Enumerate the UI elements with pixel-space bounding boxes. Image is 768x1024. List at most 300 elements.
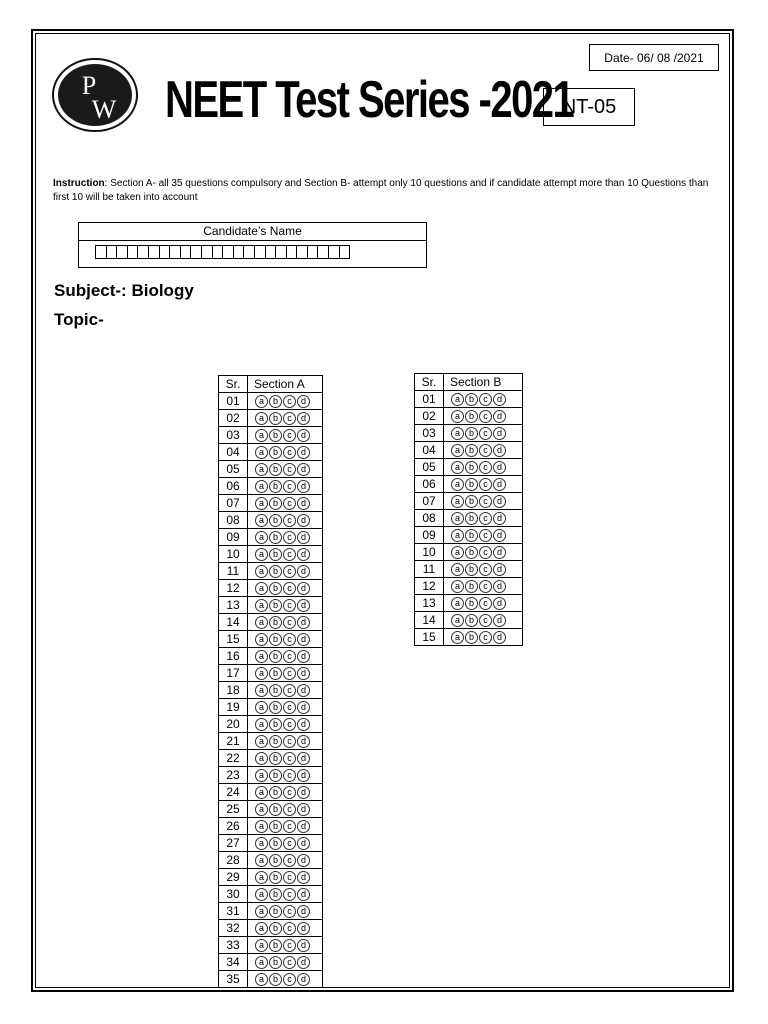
- answer-options: [248, 597, 323, 614]
- option-bubble-b[interactable]: b: [269, 650, 282, 663]
- option-bubble-b[interactable]: b: [269, 497, 282, 510]
- option-bubble-d[interactable]: d: [297, 395, 310, 408]
- option-bubble-a[interactable]: a: [255, 701, 268, 714]
- option-bubble-c[interactable]: c: [283, 803, 296, 816]
- option-bubble-c[interactable]: c: [283, 599, 296, 612]
- answer-row: [219, 495, 323, 512]
- answer-row: [219, 750, 323, 767]
- option-bubble-d[interactable]: d: [297, 497, 310, 510]
- answer-options: [248, 461, 323, 478]
- option-bubble-c[interactable]: c: [479, 614, 492, 627]
- answer-options: [248, 920, 323, 937]
- option-bubble-a[interactable]: a: [451, 597, 464, 610]
- question-number: 05: [219, 461, 248, 478]
- option-bubble-c[interactable]: c: [479, 631, 492, 644]
- option-bubble-c[interactable]: c: [283, 514, 296, 527]
- option-bubble-d[interactable]: d: [297, 582, 310, 595]
- question-number: 08: [415, 510, 444, 527]
- option-bubble-b[interactable]: b: [465, 614, 478, 627]
- answer-options: [444, 544, 523, 561]
- option-bubble-a[interactable]: a: [451, 580, 464, 593]
- answer-row: [219, 869, 323, 886]
- option-bubble-d[interactable]: d: [493, 580, 506, 593]
- option-bubble-b[interactable]: b: [269, 922, 282, 935]
- option-bubble-d[interactable]: d: [297, 599, 310, 612]
- option-bubble-b[interactable]: b: [269, 412, 282, 425]
- option-bubble-a[interactable]: a: [451, 631, 464, 644]
- question-number: 13: [415, 595, 444, 612]
- option-bubble-a[interactable]: a: [451, 461, 464, 474]
- option-bubble-d[interactable]: d: [297, 905, 310, 918]
- option-bubble-b[interactable]: b: [269, 769, 282, 782]
- option-bubble-b[interactable]: b: [269, 735, 282, 748]
- option-bubble-a[interactable]: a: [255, 905, 268, 918]
- option-bubble-c[interactable]: c: [283, 548, 296, 561]
- option-bubble-d[interactable]: d: [297, 701, 310, 714]
- option-bubble-b[interactable]: b: [269, 752, 282, 765]
- option-bubble-c[interactable]: c: [283, 786, 296, 799]
- option-bubble-d[interactable]: d: [297, 633, 310, 646]
- answer-row: [415, 629, 523, 646]
- option-bubble-b[interactable]: b: [465, 529, 478, 542]
- option-bubble-c[interactable]: c: [283, 888, 296, 901]
- option-bubble-b[interactable]: b: [465, 427, 478, 440]
- answer-options: [248, 835, 323, 852]
- option-bubble-a[interactable]: a: [451, 410, 464, 423]
- answer-row: [219, 529, 323, 546]
- option-bubble-b[interactable]: b: [269, 463, 282, 476]
- option-bubble-a[interactable]: a: [255, 939, 268, 952]
- option-bubble-b[interactable]: b: [269, 684, 282, 697]
- answer-options: [248, 733, 323, 750]
- option-bubble-c[interactable]: c: [283, 939, 296, 952]
- option-bubble-c[interactable]: c: [283, 752, 296, 765]
- option-bubble-c[interactable]: c: [283, 633, 296, 646]
- option-bubble-a[interactable]: a: [451, 427, 464, 440]
- option-bubble-b[interactable]: b: [269, 854, 282, 867]
- subject-label: Subject-: Biology: [54, 281, 194, 300]
- option-bubble-a[interactable]: a: [255, 718, 268, 731]
- option-bubble-a[interactable]: a: [255, 820, 268, 833]
- option-bubble-d[interactable]: d: [493, 461, 506, 474]
- answer-row: [219, 427, 323, 444]
- option-bubble-a[interactable]: a: [451, 512, 464, 525]
- option-bubble-c[interactable]: c: [283, 395, 296, 408]
- option-bubble-a[interactable]: a: [255, 667, 268, 680]
- option-bubble-b[interactable]: b: [269, 820, 282, 833]
- question-number: 15: [219, 631, 248, 648]
- option-bubble-c[interactable]: c: [283, 446, 296, 459]
- answer-options: [248, 682, 323, 699]
- option-bubble-d[interactable]: d: [297, 837, 310, 850]
- option-bubble-d[interactable]: d: [493, 597, 506, 610]
- answer-options: [248, 410, 323, 427]
- option-bubble-d[interactable]: d: [493, 495, 506, 508]
- candidate-name-cell[interactable]: [339, 245, 351, 259]
- question-number: 04: [219, 444, 248, 461]
- option-bubble-d[interactable]: d: [297, 803, 310, 816]
- option-bubble-c[interactable]: c: [283, 922, 296, 935]
- option-bubble-a[interactable]: a: [255, 463, 268, 476]
- option-bubble-b[interactable]: b: [269, 905, 282, 918]
- option-bubble-b[interactable]: b: [465, 512, 478, 525]
- option-bubble-d[interactable]: d: [297, 667, 310, 680]
- option-bubble-d[interactable]: d: [493, 410, 506, 423]
- option-bubble-a[interactable]: a: [255, 854, 268, 867]
- option-bubble-a[interactable]: a: [451, 495, 464, 508]
- answer-options: [444, 493, 523, 510]
- option-bubble-c[interactable]: c: [479, 495, 492, 508]
- option-bubble-b[interactable]: b: [269, 973, 282, 986]
- answer-row: [415, 408, 523, 425]
- option-bubble-b[interactable]: b: [269, 514, 282, 527]
- option-bubble-c[interactable]: c: [283, 650, 296, 663]
- option-bubble-c[interactable]: c: [283, 497, 296, 510]
- option-bubble-a[interactable]: a: [451, 393, 464, 406]
- option-bubble-c[interactable]: c: [479, 427, 492, 440]
- answer-row: [219, 682, 323, 699]
- answer-options: [248, 954, 323, 971]
- option-bubble-d[interactable]: d: [297, 531, 310, 544]
- option-bubble-d[interactable]: d: [297, 956, 310, 969]
- option-bubble-a[interactable]: a: [255, 531, 268, 544]
- question-number: 33: [219, 937, 248, 954]
- question-number: 09: [415, 527, 444, 544]
- option-bubble-b[interactable]: b: [269, 803, 282, 816]
- option-bubble-c[interactable]: c: [283, 973, 296, 986]
- answer-row: [415, 442, 523, 459]
- answer-row: [415, 612, 523, 629]
- option-bubble-d[interactable]: d: [297, 684, 310, 697]
- option-bubble-a[interactable]: a: [255, 565, 268, 578]
- option-bubble-c[interactable]: c: [283, 463, 296, 476]
- option-bubble-b[interactable]: b: [465, 563, 478, 576]
- option-bubble-b[interactable]: b: [465, 461, 478, 474]
- answer-options: [444, 629, 523, 646]
- answer-options: [444, 459, 523, 476]
- answer-options: [248, 784, 323, 801]
- option-bubble-c[interactable]: c: [479, 393, 492, 406]
- option-bubble-b[interactable]: b: [465, 631, 478, 644]
- answer-options: [248, 886, 323, 903]
- answer-options: [248, 903, 323, 920]
- candidate-name-cells: [96, 245, 350, 259]
- option-bubble-c[interactable]: c: [283, 701, 296, 714]
- option-bubble-b[interactable]: b: [465, 393, 478, 406]
- option-bubble-d[interactable]: d: [493, 631, 506, 644]
- option-bubble-b[interactable]: b: [269, 480, 282, 493]
- option-bubble-a[interactable]: a: [255, 497, 268, 510]
- question-number: 31: [219, 903, 248, 920]
- option-bubble-a[interactable]: a: [255, 446, 268, 459]
- option-bubble-d[interactable]: d: [297, 616, 310, 629]
- option-bubble-a[interactable]: a: [255, 735, 268, 748]
- option-bubble-a[interactable]: a: [255, 514, 268, 527]
- option-bubble-a[interactable]: a: [451, 546, 464, 559]
- option-bubble-d[interactable]: d: [297, 786, 310, 799]
- option-bubble-a[interactable]: a: [451, 444, 464, 457]
- option-bubble-a[interactable]: a: [255, 633, 268, 646]
- question-number: 07: [415, 493, 444, 510]
- section-b-header: Section B: [444, 374, 523, 391]
- option-bubble-d[interactable]: d: [297, 412, 310, 425]
- answer-row: [219, 954, 323, 971]
- answer-row: [219, 597, 323, 614]
- option-bubble-c[interactable]: c: [283, 735, 296, 748]
- option-bubble-a[interactable]: a: [255, 599, 268, 612]
- option-bubble-c[interactable]: c: [283, 871, 296, 884]
- option-bubble-b[interactable]: b: [269, 633, 282, 646]
- option-bubble-b[interactable]: b: [269, 718, 282, 731]
- instruction-text: [53, 177, 713, 205]
- option-bubble-b[interactable]: b: [269, 616, 282, 629]
- option-bubble-b[interactable]: b: [465, 495, 478, 508]
- option-bubble-a[interactable]: a: [451, 614, 464, 627]
- answer-row: [219, 886, 323, 903]
- option-bubble-a[interactable]: a: [255, 684, 268, 697]
- answer-row: [415, 425, 523, 442]
- question-number: 23: [219, 767, 248, 784]
- option-bubble-c[interactable]: c: [283, 718, 296, 731]
- option-bubble-d[interactable]: d: [493, 427, 506, 440]
- option-bubble-a[interactable]: a: [255, 616, 268, 629]
- option-bubble-d[interactable]: d: [297, 463, 310, 476]
- option-bubble-a[interactable]: a: [255, 582, 268, 595]
- option-bubble-c[interactable]: c: [283, 531, 296, 544]
- option-bubble-c[interactable]: c: [283, 616, 296, 629]
- option-bubble-c[interactable]: c: [283, 956, 296, 969]
- question-number: 01: [415, 391, 444, 408]
- answer-row: [219, 546, 323, 563]
- option-bubble-c[interactable]: c: [479, 444, 492, 457]
- option-bubble-c[interactable]: c: [479, 478, 492, 491]
- option-bubble-d[interactable]: d: [493, 393, 506, 406]
- option-bubble-c[interactable]: c: [479, 563, 492, 576]
- date-box: [589, 44, 719, 71]
- option-bubble-d[interactable]: d: [297, 480, 310, 493]
- option-bubble-b[interactable]: b: [465, 546, 478, 559]
- option-bubble-a[interactable]: a: [255, 786, 268, 799]
- question-number: 17: [219, 665, 248, 682]
- question-number: 32: [219, 920, 248, 937]
- answer-row: [219, 767, 323, 784]
- answer-options: [248, 716, 323, 733]
- option-bubble-c[interactable]: c: [283, 565, 296, 578]
- option-bubble-d[interactable]: d: [297, 973, 310, 986]
- option-bubble-d[interactable]: d: [297, 854, 310, 867]
- option-bubble-b[interactable]: b: [269, 429, 282, 442]
- option-bubble-d[interactable]: d: [297, 718, 310, 731]
- option-bubble-d[interactable]: d: [493, 563, 506, 576]
- option-bubble-a[interactable]: a: [451, 478, 464, 491]
- answer-options: [444, 476, 523, 493]
- option-bubble-b[interactable]: b: [465, 478, 478, 491]
- option-bubble-d[interactable]: d: [493, 512, 506, 525]
- answer-options: [248, 648, 323, 665]
- option-bubble-d[interactable]: d: [297, 514, 310, 527]
- option-bubble-c[interactable]: c: [283, 480, 296, 493]
- question-number: 09: [219, 529, 248, 546]
- option-bubble-d[interactable]: d: [297, 650, 310, 663]
- answer-row: [219, 784, 323, 801]
- option-bubble-d[interactable]: d: [493, 529, 506, 542]
- option-bubble-c[interactable]: c: [283, 412, 296, 425]
- answer-options: [248, 631, 323, 648]
- option-bubble-b[interactable]: b: [269, 939, 282, 952]
- answer-options: [248, 818, 323, 835]
- svg-text:P: P: [81, 71, 97, 100]
- question-number: 28: [219, 852, 248, 869]
- option-bubble-a[interactable]: a: [255, 412, 268, 425]
- option-bubble-a[interactable]: a: [255, 395, 268, 408]
- answer-options: [248, 478, 323, 495]
- option-bubble-c[interactable]: c: [479, 597, 492, 610]
- option-bubble-d[interactable]: d: [297, 752, 310, 765]
- option-bubble-b[interactable]: b: [269, 888, 282, 901]
- option-bubble-a[interactable]: a: [255, 752, 268, 765]
- option-bubble-a[interactable]: a: [255, 803, 268, 816]
- option-bubble-b[interactable]: b: [269, 701, 282, 714]
- option-bubble-b[interactable]: b: [269, 956, 282, 969]
- option-bubble-a[interactable]: a: [255, 429, 268, 442]
- answer-row: [219, 478, 323, 495]
- option-bubble-b[interactable]: b: [465, 444, 478, 457]
- answer-options: [248, 801, 323, 818]
- option-bubble-c[interactable]: c: [283, 684, 296, 697]
- answer-row: [219, 716, 323, 733]
- option-bubble-d[interactable]: d: [493, 546, 506, 559]
- option-bubble-a[interactable]: a: [255, 650, 268, 663]
- option-bubble-b[interactable]: b: [269, 548, 282, 561]
- answer-row: [219, 937, 323, 954]
- option-bubble-a[interactable]: a: [255, 973, 268, 986]
- option-bubble-b[interactable]: b: [269, 786, 282, 799]
- answer-row: [415, 493, 523, 510]
- option-bubble-a[interactable]: a: [451, 563, 464, 576]
- option-bubble-d[interactable]: d: [297, 922, 310, 935]
- question-number: 26: [219, 818, 248, 835]
- option-bubble-b[interactable]: b: [269, 837, 282, 850]
- answer-row: [219, 631, 323, 648]
- answer-options: [444, 561, 523, 578]
- option-bubble-c[interactable]: c: [479, 461, 492, 474]
- answer-options: [248, 580, 323, 597]
- question-number: 05: [415, 459, 444, 476]
- option-bubble-c[interactable]: c: [283, 905, 296, 918]
- answer-options: [444, 408, 523, 425]
- candidate-name-box: [78, 222, 427, 268]
- answer-row: [219, 665, 323, 682]
- answer-options: [248, 665, 323, 682]
- option-bubble-c[interactable]: c: [283, 769, 296, 782]
- candidate-name-label: Candidate’s Name: [79, 223, 426, 241]
- sr-header: Sr.: [219, 376, 248, 393]
- option-bubble-d[interactable]: d: [297, 769, 310, 782]
- option-bubble-d[interactable]: d: [297, 429, 310, 442]
- option-bubble-d[interactable]: d: [297, 820, 310, 833]
- option-bubble-d[interactable]: d: [493, 444, 506, 457]
- option-bubble-c[interactable]: c: [479, 546, 492, 559]
- option-bubble-c[interactable]: c: [479, 410, 492, 423]
- answer-row: [415, 391, 523, 408]
- option-bubble-d[interactable]: d: [493, 478, 506, 491]
- option-bubble-c[interactable]: c: [283, 854, 296, 867]
- option-bubble-a[interactable]: a: [255, 837, 268, 850]
- option-bubble-a[interactable]: a: [255, 548, 268, 561]
- question-number: 03: [219, 427, 248, 444]
- question-number: 14: [415, 612, 444, 629]
- answer-options: [444, 425, 523, 442]
- answer-row: [219, 971, 323, 988]
- option-bubble-d[interactable]: d: [297, 548, 310, 561]
- option-bubble-b[interactable]: b: [269, 565, 282, 578]
- test-code-box: [543, 88, 635, 126]
- option-bubble-a[interactable]: a: [255, 871, 268, 884]
- option-bubble-d[interactable]: d: [297, 446, 310, 459]
- question-number: 10: [415, 544, 444, 561]
- option-bubble-d[interactable]: d: [297, 735, 310, 748]
- option-bubble-d[interactable]: d: [297, 939, 310, 952]
- option-bubble-c[interactable]: c: [283, 820, 296, 833]
- question-number: 11: [415, 561, 444, 578]
- option-bubble-c[interactable]: c: [479, 512, 492, 525]
- option-bubble-d[interactable]: d: [297, 888, 310, 901]
- answer-row: [415, 476, 523, 493]
- question-number: 30: [219, 886, 248, 903]
- answer-row: [219, 580, 323, 597]
- option-bubble-c[interactable]: c: [479, 529, 492, 542]
- option-bubble-c[interactable]: c: [283, 582, 296, 595]
- option-bubble-c[interactable]: c: [283, 429, 296, 442]
- option-bubble-b[interactable]: b: [465, 410, 478, 423]
- answer-row: [415, 544, 523, 561]
- option-bubble-b[interactable]: b: [269, 871, 282, 884]
- option-bubble-b[interactable]: b: [269, 582, 282, 595]
- option-bubble-c[interactable]: c: [283, 667, 296, 680]
- option-bubble-d[interactable]: d: [297, 565, 310, 578]
- instruction-body: : Section A- all 35 questions compulsory and Section B- attempt only 10 questions and if candidate attempt more than 10 Questions than first 10 will be taken into account: [53, 178, 709, 203]
- answer-row: [219, 444, 323, 461]
- question-number: 11: [219, 563, 248, 580]
- option-bubble-b[interactable]: b: [269, 599, 282, 612]
- answer-row: [219, 818, 323, 835]
- answer-options: [248, 971, 323, 988]
- option-bubble-b[interactable]: b: [465, 597, 478, 610]
- option-bubble-d[interactable]: d: [493, 614, 506, 627]
- option-bubble-c[interactable]: c: [283, 837, 296, 850]
- answer-options: [248, 529, 323, 546]
- section-b-answer-table: [414, 373, 523, 646]
- option-bubble-d[interactable]: d: [297, 871, 310, 884]
- option-bubble-a[interactable]: a: [255, 888, 268, 901]
- option-bubble-a[interactable]: a: [255, 769, 268, 782]
- option-bubble-a[interactable]: a: [451, 529, 464, 542]
- option-bubble-a[interactable]: a: [255, 480, 268, 493]
- question-number: 21: [219, 733, 248, 750]
- option-bubble-b[interactable]: b: [269, 667, 282, 680]
- option-bubble-a[interactable]: a: [255, 922, 268, 935]
- option-bubble-b[interactable]: b: [465, 580, 478, 593]
- option-bubble-c[interactable]: c: [479, 580, 492, 593]
- option-bubble-b[interactable]: b: [269, 446, 282, 459]
- option-bubble-b[interactable]: b: [269, 395, 282, 408]
- answer-row: [415, 510, 523, 527]
- answer-row: [219, 648, 323, 665]
- option-bubble-b[interactable]: b: [269, 531, 282, 544]
- answer-row: [219, 801, 323, 818]
- option-bubble-a[interactable]: a: [255, 956, 268, 969]
- answer-options: [444, 510, 523, 527]
